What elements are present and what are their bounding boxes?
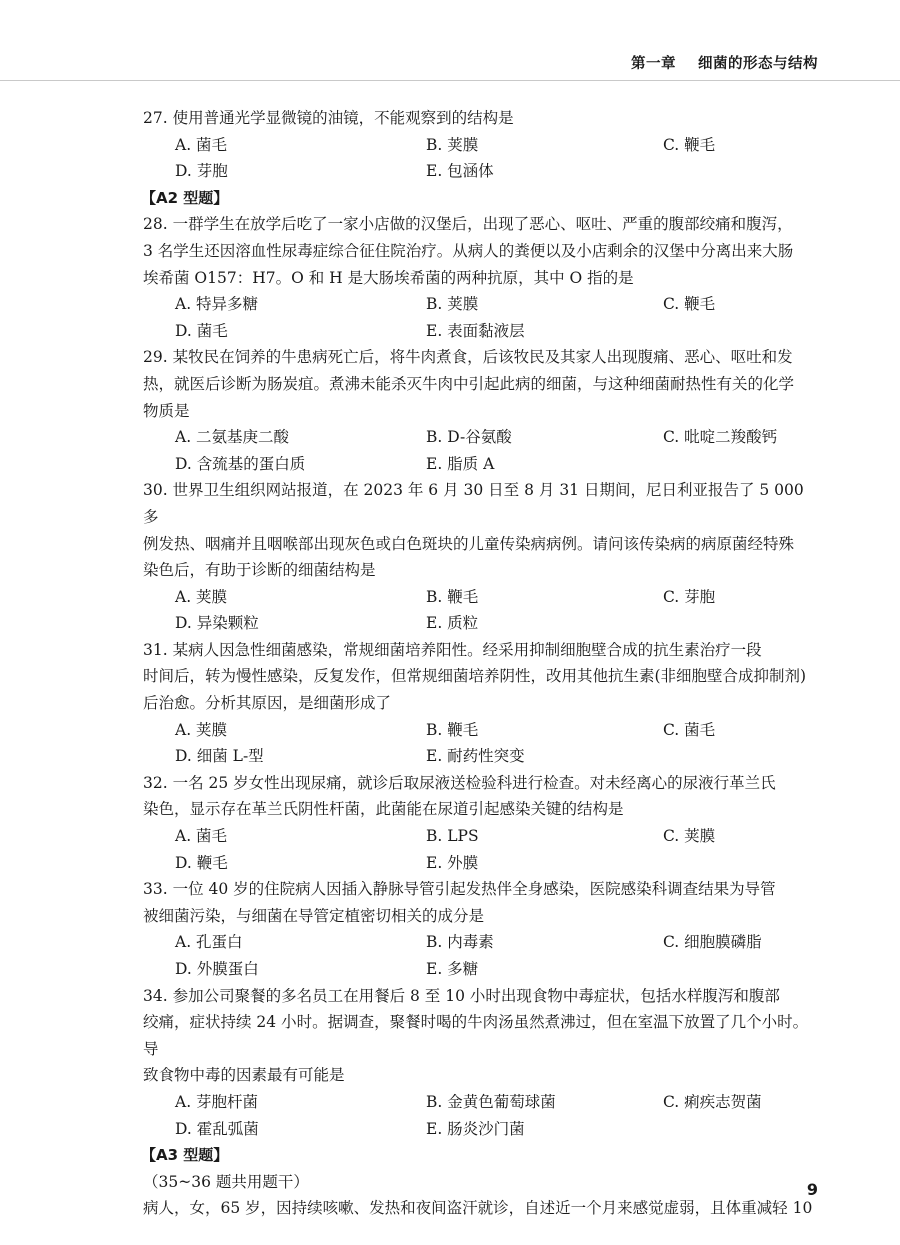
answer-option: B. 鞭毛 bbox=[426, 720, 479, 739]
answer-option: D. 含巯基的蛋白质 bbox=[175, 454, 306, 473]
answer-option: B. D-谷氨酸 bbox=[426, 428, 512, 447]
question-stem-line: 物质是 bbox=[143, 401, 190, 420]
question-stem-line: 31. 某病人因急性细菌感染，常规细菌培养阳性。经采用抑制细胞壁合成的抗生素治疗一段 bbox=[143, 640, 762, 659]
answer-option: B. 金黄色葡萄球菌 bbox=[426, 1092, 556, 1111]
answer-option: C. 吡啶二羧酸钙 bbox=[663, 428, 778, 447]
question-stem-line: 28. 一群学生在放学后吃了一家小店做的汉堡后，出现了恶心、呕吐、严重的腹部绞痛和腹泻， bbox=[143, 215, 793, 234]
chapter-label: 第一章 bbox=[631, 56, 676, 72]
answer-options bbox=[143, 929, 823, 982]
answer-option: E. 肠炎沙门菌 bbox=[426, 1119, 525, 1138]
running-header bbox=[631, 52, 818, 73]
answer-option: D. 异染颗粒 bbox=[175, 614, 259, 633]
answer-option: D. 细菌 L-型 bbox=[175, 747, 264, 766]
question-list bbox=[143, 105, 823, 1222]
question-stem-line: 绞痛，症状持续 24 小时。据调查，聚餐时喝的牛肉汤虽然煮沸过，但在室温下放置了几个小时。导 bbox=[143, 1013, 809, 1058]
answer-option: A. 菌毛 bbox=[175, 827, 228, 846]
question-stem-line: 例发热、咽痛并且咽喉部出现灰色或白色斑块的儿童传染病病例。请问该传染病的病原菌经特殊 bbox=[143, 534, 795, 553]
answer-options bbox=[143, 717, 823, 770]
answer-option: E. 脂质 A bbox=[426, 454, 495, 473]
answer-option: A. 荚膜 bbox=[175, 587, 228, 606]
question-32 bbox=[143, 770, 823, 876]
question-stem-line: 染色后，有助于诊断的细菌结构是 bbox=[143, 561, 376, 580]
question-34 bbox=[143, 983, 823, 1143]
question-stem-line: 30. 世界卫生组织网站报道，在 2023 年 6 月 30 日至 8 月 31 日期间，尼日利亚报告了 5 000 多 bbox=[143, 481, 804, 526]
chapter-title: 细菌的形态与结构 bbox=[698, 56, 818, 72]
question-33 bbox=[143, 876, 823, 982]
question-stem-line: 3 名学生还因溶血性尿毒症综合征住院治疗。从病人的粪便以及小店剩余的汉堡中分离出来大肠 bbox=[143, 241, 794, 260]
answer-option: D. 鞭毛 bbox=[175, 853, 228, 872]
answer-option: D. 霍乱弧菌 bbox=[175, 1119, 259, 1138]
answer-option: C. 菌毛 bbox=[663, 720, 716, 739]
answer-option: B. 荚膜 bbox=[426, 135, 479, 154]
question-stem-line: 被细菌污染，与细菌在导管定植密切相关的成分是 bbox=[143, 906, 485, 925]
question-30 bbox=[143, 477, 823, 637]
answer-option: B. 内毒素 bbox=[426, 933, 494, 952]
answer-option: B. 鞭毛 bbox=[426, 587, 479, 606]
question-stem-line: 29. 某牧民在饲养的牛患病死亡后，将牛肉煮食，后该牧民及其家人出现腹痛、恶心、呕吐和发 bbox=[143, 348, 793, 367]
question-29 bbox=[143, 344, 823, 477]
answer-option: A. 菌毛 bbox=[175, 135, 228, 154]
answer-option: A. 二氨基庚二酸 bbox=[175, 428, 290, 447]
answer-option: E. 多糖 bbox=[426, 960, 479, 978]
question-stem-line: 34. 参加公司聚餐的多名员工在用餐后 8 至 10 小时出现食物中毒症状，包括水样腹泻和腹部 bbox=[143, 986, 780, 1005]
question-stem-line: 热，就医后诊断为肠炭疽。煮沸未能杀灭牛肉中引起此病的细菌，与这种细菌耐热性有关的化学 bbox=[143, 374, 795, 393]
question-stem-line: 埃希菌 O157：H7。O 和 H 是大肠埃希菌的两种抗原，其中 O 指的是 bbox=[143, 268, 634, 287]
header-divider bbox=[0, 80, 900, 81]
question-27 bbox=[143, 105, 823, 185]
section-heading-a2: 【A2 型题】 bbox=[141, 188, 229, 207]
answer-option: C. 细胞膜磷脂 bbox=[663, 933, 762, 952]
question-stem-line: 27. 使用普通光学显微镜的油镜，不能观察到的结构是 bbox=[143, 109, 514, 127]
answer-options bbox=[143, 291, 823, 344]
question-stem-line: 后治愈。分析其原因，是细菌形成了 bbox=[143, 694, 392, 713]
question-stem-line: 染色，显示存在革兰氏阴性杆菌，此菌能在尿道引起感染关键的结构是 bbox=[143, 800, 624, 819]
answer-option: A. 荚膜 bbox=[175, 720, 228, 739]
question-28 bbox=[143, 211, 823, 344]
answer-option: B. 荚膜 bbox=[426, 295, 479, 314]
shared-stem-note: （35~36 题共用题干） bbox=[143, 1172, 309, 1191]
answer-option: C. 痢疾志贺菌 bbox=[663, 1092, 762, 1111]
answer-option: C. 芽胞 bbox=[663, 587, 716, 606]
answer-option: E. 包涵体 bbox=[426, 162, 494, 181]
answer-option: E. 耐药性突变 bbox=[426, 747, 525, 766]
answer-option: A. 芽胞杆菌 bbox=[175, 1092, 259, 1111]
question-31 bbox=[143, 637, 823, 770]
answer-options bbox=[143, 1089, 823, 1142]
answer-option: B. LPS bbox=[426, 827, 479, 846]
answer-option: A. 孔蛋白 bbox=[175, 933, 243, 952]
answer-options bbox=[143, 823, 823, 876]
question-stem-line: 33. 一位 40 岁的住院病人因插入静脉导管引起发热伴全身感染，医院感染科调查结果为导管 bbox=[143, 880, 776, 899]
answer-option: D. 芽胞 bbox=[175, 162, 228, 181]
answer-option: E. 质粒 bbox=[426, 614, 479, 633]
answer-option: D. 菌毛 bbox=[175, 321, 228, 340]
answer-options bbox=[143, 584, 823, 637]
answer-option: C. 鞭毛 bbox=[663, 295, 716, 314]
question-stem-line: 致食物中毒的因素最有可能是 bbox=[143, 1066, 345, 1085]
answer-option: C. 鞭毛 bbox=[663, 135, 716, 154]
shared-stem-text: 病人，女，65 岁，因持续咳嗽、发热和夜间盗汗就诊，自述近一个月来感觉虚弱，且体重减轻 10 bbox=[143, 1199, 813, 1218]
answer-option: E. 外膜 bbox=[426, 853, 479, 872]
question-stem-line: 32. 一名 25 岁女性出现尿痛，就诊后取尿液送检验科进行检查。对未经离心的尿液行革兰氏 bbox=[143, 773, 776, 792]
answer-option: A. 特异多糖 bbox=[175, 295, 259, 314]
page-number: 9 bbox=[806, 1180, 818, 1199]
answer-options bbox=[143, 424, 823, 477]
answer-options bbox=[143, 132, 823, 185]
answer-option: E. 表面黏液层 bbox=[426, 321, 525, 340]
answer-option: D. 外膜蛋白 bbox=[175, 960, 259, 978]
answer-option: C. 荚膜 bbox=[663, 827, 716, 846]
question-stem-line: 时间后，转为慢性感染，反复发作，但常规细菌培养阴性，改用其他抗生素(非细胞壁合成抑制剂) bbox=[143, 667, 807, 686]
section-heading-a3: 【A3 型题】 bbox=[141, 1146, 229, 1165]
